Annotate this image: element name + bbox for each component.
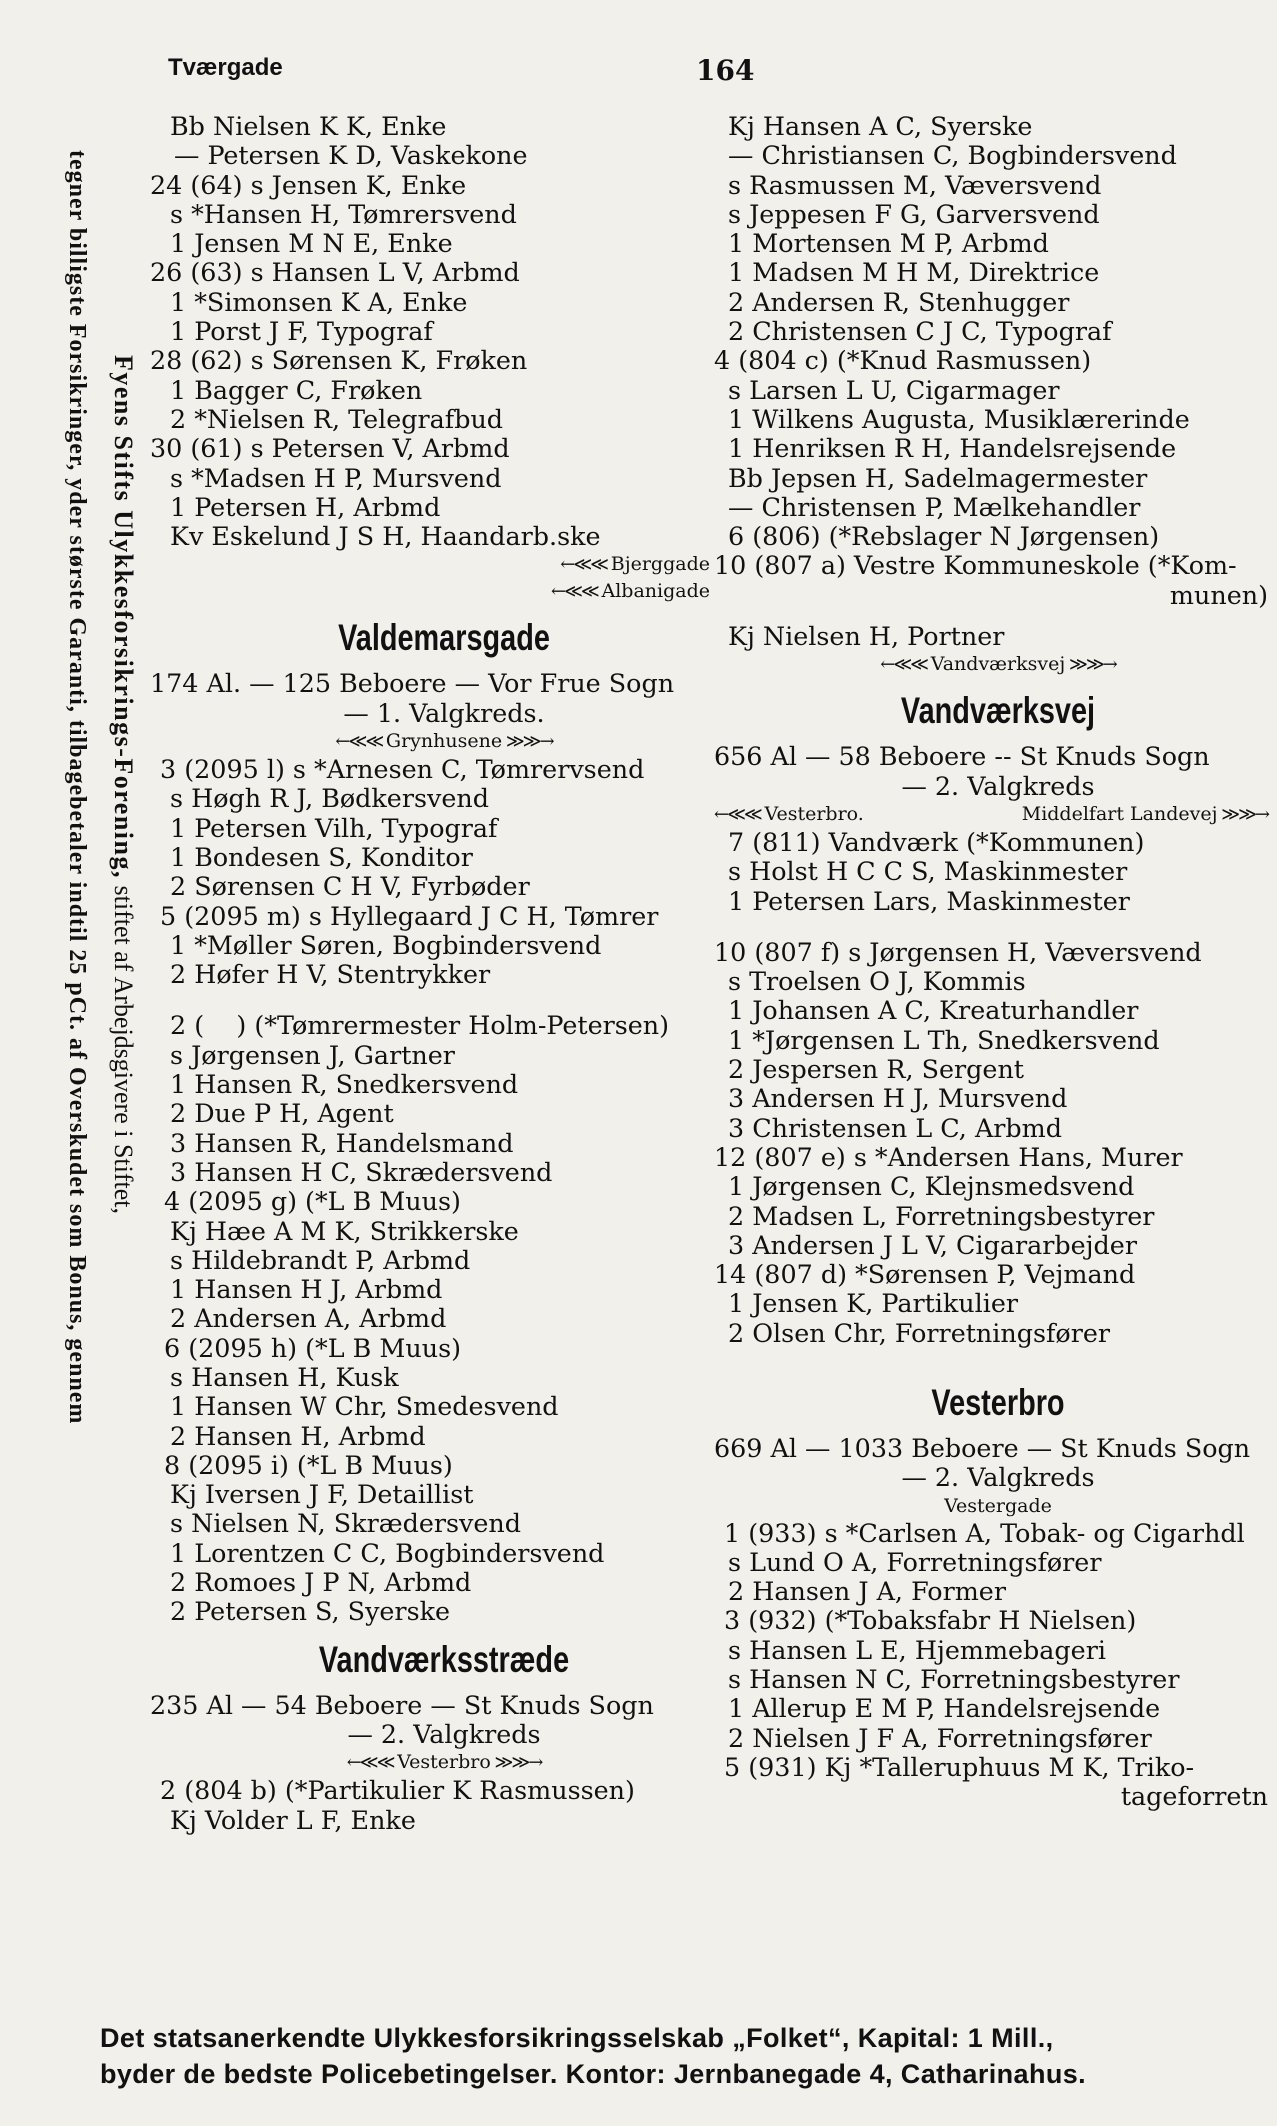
entry-line: Kj Nielsen H, Portner bbox=[728, 622, 1005, 652]
side-ad-text: tegner billigste Forsikringer, yder største Garanti, tilbagebetaler indtil 25 pCt. af Overskudet som Bonus, gennem bbox=[64, 150, 90, 1425]
entry-line: 1 (933) s *Carlsen A, Tobak- og Cigarhdl bbox=[724, 1518, 1245, 1548]
spacer bbox=[728, 1348, 1268, 1370]
right-block3 bbox=[714, 937, 1268, 1348]
entry-line: 2 ( ) (*Tømrermester Holm-Petersen) bbox=[170, 1011, 670, 1041]
street-stats: 235 Al — 54 Beboere — St Knuds Sogn bbox=[150, 1690, 654, 1720]
entry-line: 4 (804 c) (*Knud Rasmussen) bbox=[714, 346, 1092, 376]
street-heading: Vesterbro bbox=[931, 1381, 1065, 1423]
cross-street-label: Vesterbro bbox=[397, 1751, 491, 1774]
entry-line: 1 Mortensen M P, Arbmd bbox=[728, 229, 1049, 259]
spacer bbox=[728, 916, 1268, 938]
entry-line-continuation: munen) bbox=[1169, 580, 1268, 610]
entry-line: 2 Hansen J A, Former bbox=[728, 1577, 1006, 1607]
right-column bbox=[714, 112, 1268, 1812]
page-number: 164 bbox=[696, 54, 755, 87]
entry-line: — Petersen K D, Vaskekone bbox=[174, 141, 528, 171]
entry-line: Kj Iversen J F, Detaillist bbox=[170, 1480, 474, 1510]
entry-line: 4 (2095 g) (*L B Muus) bbox=[164, 1187, 461, 1217]
cross-street-label: Vesterbro. bbox=[764, 802, 864, 825]
entry-line: 24 (64) s Jensen K, Enke bbox=[150, 170, 467, 200]
entry-line: s *Madsen H P, Mursvend bbox=[170, 463, 502, 493]
entry-line: 6 (2095 h) (*L B Muus) bbox=[164, 1333, 462, 1363]
left-block1 bbox=[150, 112, 718, 552]
entry-line: 1 Lorentzen C C, Bogbindersvend bbox=[170, 1538, 605, 1568]
entry-line: s Larsen L U, Cigarmager bbox=[728, 375, 1060, 405]
side-ad-rest: stiftet af Arbejdsgivere i Stiftet, bbox=[109, 885, 138, 1215]
cross-street-label: Bjerggade bbox=[610, 553, 710, 576]
entry-line: 1 Petersen H, Arbmd bbox=[170, 492, 441, 522]
left-column bbox=[150, 112, 718, 1835]
side-advertisement-outer bbox=[50, 150, 90, 1950]
street-stats: 174 Al. — 125 Beboere — Vor Frue Sogn bbox=[150, 669, 675, 699]
entry-line: 2 Jespersen R, Sergent bbox=[728, 1055, 1025, 1085]
street-stats: 669 Al — 1033 Beboere — St Knuds Sogn bbox=[714, 1433, 1251, 1463]
street-heading: Vandværksstræde bbox=[318, 1638, 570, 1680]
left-block2 bbox=[160, 755, 718, 990]
entry-line: s Hansen H, Kusk bbox=[170, 1362, 399, 1392]
entry-line: 1 Petersen Lars, Maskinmester bbox=[728, 886, 1130, 916]
entry-line: 2 Andersen A, Arbmd bbox=[170, 1304, 447, 1334]
entry-line: s Jørgensen J, Gartner bbox=[170, 1040, 455, 1070]
entry-line: 8 (2095 i) (*L B Muus) bbox=[164, 1450, 453, 1480]
entry-line: 2 Christensen C J C, Typograf bbox=[728, 317, 1112, 347]
entry-line: 2 Romoes J P N, Arbmd bbox=[170, 1568, 472, 1598]
entry-line: 3 (2095 l) s *Arnesen C, Tømrervsend bbox=[160, 755, 645, 785]
entry-line: s *Hansen H, Tømrersvend bbox=[170, 199, 517, 229]
entry-line: 1 Hansen R, Snedkersvend bbox=[170, 1070, 519, 1100]
entry-line: Kj Hæe A M K, Strikkerske bbox=[170, 1216, 519, 1246]
entry-line: 28 (62) s Sørensen K, Frøken bbox=[150, 346, 528, 376]
entry-line: 14 (807 d) *Sørensen P, Vejmand bbox=[714, 1260, 1136, 1290]
entry-line: 10 (807 a) Vestre Kommuneskole (*Kom- bbox=[714, 551, 1237, 581]
entry-line: 2 Due P H, Agent bbox=[170, 1099, 394, 1129]
footer-line: Det statsanerkendte Ulykkesforsikringsselskab „Folket“, Kapital: 1 Mill., bbox=[100, 2023, 1054, 2053]
page-header bbox=[168, 54, 1237, 94]
entry-line: 26 (63) s Hansen L V, Arbmd bbox=[150, 258, 520, 288]
right-block4 bbox=[724, 1518, 1268, 1812]
entry-line: Bb Nielsen K K, Enke bbox=[170, 112, 447, 141]
side-advertisement-inner bbox=[98, 355, 138, 1855]
entry-line: s Nielsen N, Skrædersvend bbox=[170, 1509, 522, 1539]
entry-line: — Christiansen C, Bogbindersvend bbox=[728, 141, 1177, 171]
entry-line: s Jeppesen F G, Garversvend bbox=[728, 199, 1100, 229]
cross-street-label: Middelfart Landevej bbox=[1021, 802, 1218, 825]
side-ad-bold: Fyens Stifts Ulykkesforsikrings-Forening, bbox=[109, 355, 138, 879]
footer-line: byder de bedste Policebetingelser. Kontor: Jernbanegade 4, Catharinahus. bbox=[100, 2059, 1087, 2089]
entry-line: 10 (807 f) s Jørgensen H, Væversvend bbox=[714, 937, 1202, 967]
entry-line: s Hansen N C, Forretningsbestyrer bbox=[728, 1665, 1180, 1695]
entry-line: 1 Porst J F, Typograf bbox=[170, 317, 433, 347]
entry-line: s Hildebrandt P, Arbmd bbox=[170, 1245, 471, 1275]
entry-line: 1 Jørgensen C, Klejnsmedsvend bbox=[728, 1172, 1135, 1202]
street-stats: — 2. Valgkreds bbox=[347, 1719, 541, 1749]
cross-street: ←≪≪ Vesterbro. bbox=[714, 802, 864, 825]
spacer bbox=[170, 989, 718, 1011]
entry-line: 3 Andersen J L V, Cigararbejder bbox=[728, 1230, 1137, 1260]
footer-advertisement bbox=[100, 2020, 1275, 2092]
entry-line: 12 (807 e) s *Andersen Hans, Murer bbox=[714, 1142, 1183, 1172]
entry-line: 1 Bondesen S, Konditor bbox=[170, 842, 473, 872]
entry-line: 1 Allerup E M P, Handelsrejsende bbox=[728, 1694, 1161, 1724]
street-stats: — 2. Valgkreds bbox=[901, 1463, 1095, 1493]
left-block4 bbox=[160, 1776, 718, 1835]
entry-line: s Hansen L E, Hjemmebageri bbox=[728, 1635, 1106, 1665]
spacer bbox=[728, 610, 1268, 622]
entry-line: 1 Johansen A C, Kreaturhandler bbox=[728, 996, 1139, 1026]
cross-street: ←≪≪ Vesterbro ≫≫→ bbox=[346, 1751, 542, 1774]
entry-line: 1 Wilkens Augusta, Musiklærerinde bbox=[728, 404, 1190, 434]
entry-line: 3 Christensen L C, Arbmd bbox=[728, 1113, 1063, 1143]
entry-line: 2 *Nielsen R, Telegrafbud bbox=[170, 404, 504, 434]
entry-line: 3 Hansen R, Handelsmand bbox=[170, 1128, 514, 1158]
entry-line: 2 Nielsen J F A, Forretningsfører bbox=[728, 1723, 1152, 1753]
entry-line: 30 (61) s Petersen V, Arbmd bbox=[150, 434, 510, 464]
entry-line: 6 (806) (*Rebslager N Jørgensen) bbox=[728, 522, 1160, 552]
entry-line: s Lund O A, Forretningsfører bbox=[728, 1547, 1102, 1577]
right-block2 bbox=[728, 828, 1268, 916]
cross-street-label: Vestergade bbox=[944, 1494, 1052, 1517]
entry-line-continuation: tageforretn bbox=[1120, 1782, 1268, 1812]
entry-line: s Høgh R J, Bødkersvend bbox=[170, 784, 489, 814]
entry-line: s Troelsen O J, Kommis bbox=[728, 967, 1026, 997]
entry-line: 3 Hansen H C, Skrædersvend bbox=[170, 1157, 553, 1187]
entry-line: 1 Madsen M H M, Direktrice bbox=[728, 258, 1100, 288]
cross-street: ←≪≪ Bjerggade bbox=[560, 553, 710, 576]
entry-line: 2 Petersen S, Syerske bbox=[170, 1597, 451, 1627]
entry-line: 2 Høfer H V, Stentrykker bbox=[170, 960, 491, 990]
cross-street-label: Vandværksvej bbox=[930, 653, 1066, 676]
street-heading: Valdemarsgade bbox=[338, 617, 550, 659]
left-block3 bbox=[164, 1011, 718, 1627]
entry-line: 2 Madsen L, Forretningsbestyrer bbox=[728, 1201, 1155, 1231]
entry-line: 2 Hansen H, Arbmd bbox=[170, 1421, 426, 1451]
entry-line: 7 (811) Vandværk (*Kommunen) bbox=[728, 827, 1145, 857]
entry-line: Bb Jepsen H, Sadelmagermester bbox=[728, 463, 1148, 493]
entry-line: 1 *Simonsen K A, Enke bbox=[170, 287, 468, 317]
cross-street: ←≪≪ Grynhusene ≫≫→ bbox=[335, 730, 553, 753]
entry-line: 2 Olsen Chr, Forretningsfører bbox=[728, 1318, 1111, 1348]
entry-line: 1 *Møller Søren, Bogbindersvend bbox=[170, 930, 602, 960]
entry-line: 3 (932) (*Tobaksfabr H Nielsen) bbox=[724, 1606, 1137, 1636]
street-heading: Vandværksvej bbox=[900, 690, 1096, 732]
cross-street-label: Grynhusene bbox=[385, 730, 503, 753]
cross-street: Middelfart Landevej ≫≫→ bbox=[1021, 802, 1268, 825]
cross-street: ←≪≪ Albanigade bbox=[551, 580, 710, 603]
street-stats: — 1. Valgkreds. bbox=[343, 698, 545, 728]
right-block1 bbox=[714, 112, 1268, 652]
entry-line: 1 Jensen M N E, Enke bbox=[170, 229, 453, 259]
entry-line: Kj Volder L F, Enke bbox=[170, 1805, 416, 1835]
entry-line: 1 Hansen W Chr, Smedesvend bbox=[170, 1392, 559, 1422]
entry-line: 1 Henriksen R H, Handelsrejsende bbox=[728, 434, 1177, 464]
entry-line: s Holst H C C S, Maskinmester bbox=[728, 857, 1128, 887]
entry-line: 5 (2095 m) s Hyllegaard J C H, Tømrer bbox=[160, 901, 659, 931]
street-stats: — 2. Valgkreds bbox=[901, 771, 1095, 801]
entry-line: 1 Hansen H J, Arbmd bbox=[170, 1275, 443, 1305]
cross-streets-row bbox=[714, 801, 1268, 828]
entry-line: 1 *Jørgensen L Th, Snedkersvend bbox=[728, 1025, 1160, 1055]
entry-line: s Rasmussen M, Væversvend bbox=[728, 170, 1102, 200]
entry-line: Kv Eskelund J S H, Haandarb.ske bbox=[170, 522, 601, 552]
cross-street-label: Albanigade bbox=[601, 580, 710, 603]
entry-line: 3 Andersen H J, Mursvend bbox=[728, 1084, 1068, 1114]
cross-street: ←≪≪ Vandværksvej ≫≫→ bbox=[880, 653, 1116, 676]
running-head-street: Tværgade bbox=[168, 54, 283, 81]
entry-line: 2 Sørensen C H V, Fyrbøder bbox=[170, 872, 530, 902]
entry-line: 5 (931) Kj *Talleruphuus M K, Triko- bbox=[724, 1752, 1195, 1782]
entry-line: 1 Bagger C, Frøken bbox=[170, 375, 423, 405]
entry-line: 2 Andersen R, Stenhugger bbox=[728, 287, 1070, 317]
entry-line: 2 (804 b) (*Partikulier K Rasmussen) bbox=[160, 1776, 635, 1806]
entry-line: — Christensen P, Mælkehandler bbox=[728, 492, 1141, 522]
street-stats: 656 Al — 58 Beboere -- St Knuds Sogn bbox=[714, 742, 1210, 772]
entry-line: 1 Jensen K, Partikulier bbox=[728, 1289, 1019, 1319]
entry-line: 1 Petersen Vilh, Typograf bbox=[170, 813, 498, 843]
entry-line: Kj Hansen A C, Syerske bbox=[728, 112, 1033, 141]
